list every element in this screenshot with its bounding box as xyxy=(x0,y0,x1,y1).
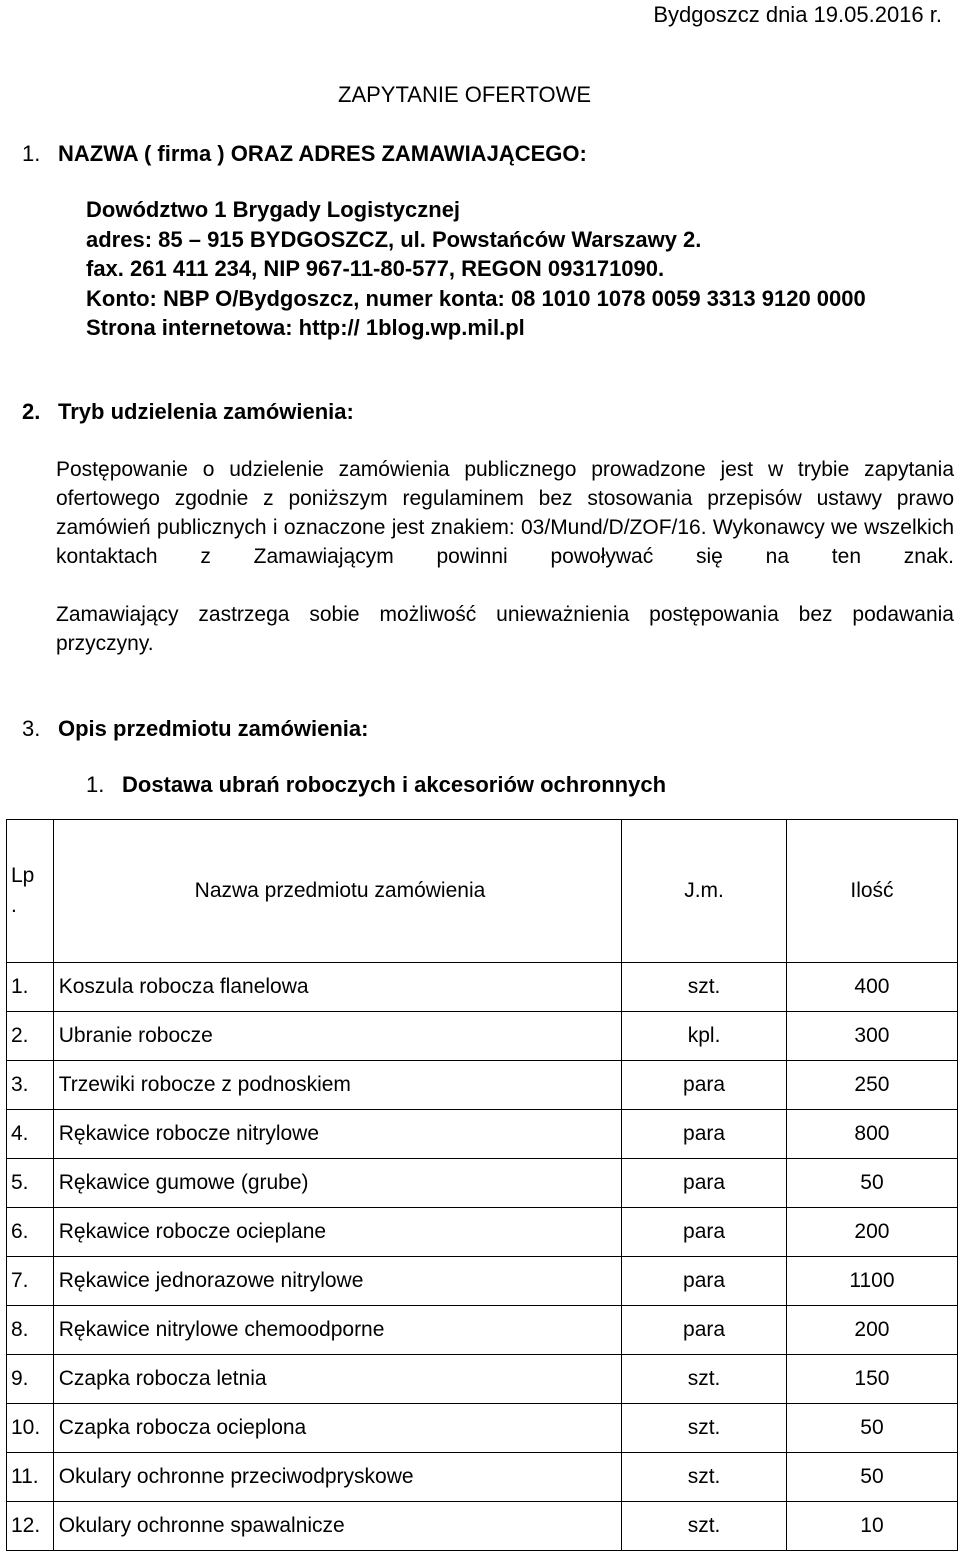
section-1-heading xyxy=(22,141,587,167)
section-2-heading xyxy=(22,399,354,425)
section-1-number: 1. xyxy=(22,141,41,166)
row-item-name: Okulary ochronne spawalnicze xyxy=(53,1502,621,1551)
table-row xyxy=(7,1257,958,1306)
row-quantity: 200 xyxy=(786,1208,957,1257)
table-row xyxy=(7,1159,958,1208)
row-quantity: 300 xyxy=(786,1012,957,1061)
table-row xyxy=(7,1355,958,1404)
table-row xyxy=(7,1061,958,1110)
row-quantity: 250 xyxy=(786,1061,957,1110)
orderer-bank-account: Konto: NBP O/Bydgoszcz, numer konta: 08 1010 1078 0059 3313 9120 0000 xyxy=(86,286,866,311)
header-unit: J.m. xyxy=(622,820,787,963)
items-table xyxy=(6,819,958,1551)
orderer-website: Strona internetowa: http:// 1blog.wp.mil.pl xyxy=(86,315,525,340)
table-row xyxy=(7,1110,958,1159)
row-lp: 9. xyxy=(7,1355,54,1404)
row-item-name: Czapka robocza letnia xyxy=(53,1355,621,1404)
row-lp: 8. xyxy=(7,1306,54,1355)
section-3-title: Opis przedmiotu zamówienia: xyxy=(58,716,369,741)
subsection-number: 1. xyxy=(86,772,105,797)
row-item-name: Rękawice nitrylowe chemoodporne xyxy=(53,1306,621,1355)
table-row xyxy=(7,1502,958,1551)
row-quantity: 50 xyxy=(786,1453,957,1502)
row-lp: 12. xyxy=(7,1502,54,1551)
procedure-paragraph: Postępowanie o udzielenie zamówienia publicznego prowadzone jest w trybie zapytania ofertowego zgodnie z poniższym regulaminem bez stosowania przepisów ustawy prawo zamówień publicznych i oznaczone jest znakiem: 03/Mund/D/ZOF/16. Wykonawcy we wszelkich kontaktach z Zamawiającym powinni powoływać się na ten znak. xyxy=(56,458,954,568)
row-item-name: Rękawice jednorazowe nitrylowe xyxy=(53,1257,621,1306)
row-item-name: Rękawice gumowe (grube) xyxy=(53,1159,621,1208)
orderer-name: Dowództwo 1 Brygady Logistycznej xyxy=(86,197,461,222)
document-date: Bydgoszcz dnia 19.05.2016 r. xyxy=(653,2,942,27)
header-lp-line1: Lp xyxy=(11,864,35,887)
cancellation-paragraph: Zamawiający zastrzega sobie możliwość unieważnienia postępowania bez podawania przyczyny. xyxy=(56,603,954,655)
row-unit: para xyxy=(622,1306,787,1355)
table-row xyxy=(7,1306,958,1355)
section-3-heading xyxy=(22,716,368,742)
row-item-name: Rękawice robocze ocieplane xyxy=(53,1208,621,1257)
section-2-number: 2. xyxy=(22,399,41,424)
header-lp xyxy=(7,820,54,963)
subsection-heading xyxy=(86,772,666,798)
header-item-name: Nazwa przedmiotu zamówienia xyxy=(53,820,621,963)
row-quantity: 50 xyxy=(786,1404,957,1453)
document-title: ZAPYTANIE OFERTOWE xyxy=(338,82,592,107)
orderer-address: adres: 85 – 915 BYDGOSZCZ, ul. Powstańców Warszawy 2. xyxy=(86,227,702,252)
row-unit: para xyxy=(622,1110,787,1159)
row-quantity: 800 xyxy=(786,1110,957,1159)
table-row xyxy=(7,1404,958,1453)
row-unit: kpl. xyxy=(622,1012,787,1061)
row-unit: szt. xyxy=(622,1355,787,1404)
subsection-title: Dostawa ubrań roboczych i akcesoriów ochronnych xyxy=(122,772,667,797)
table-row xyxy=(7,1208,958,1257)
row-lp: 2. xyxy=(7,1012,54,1061)
row-lp: 1. xyxy=(7,963,54,1012)
row-item-name: Ubranie robocze xyxy=(53,1012,621,1061)
row-quantity: 200 xyxy=(786,1306,957,1355)
row-lp: 3. xyxy=(7,1061,54,1110)
row-item-name: Rękawice robocze nitrylowe xyxy=(53,1110,621,1159)
row-item-name: Okulary ochronne przeciwodpryskowe xyxy=(53,1453,621,1502)
row-item-name: Koszula robocza flanelowa xyxy=(53,963,621,1012)
row-unit: szt. xyxy=(622,1502,787,1551)
row-lp: 5. xyxy=(7,1159,54,1208)
row-unit: szt. xyxy=(622,1404,787,1453)
row-unit: szt. xyxy=(622,1453,787,1502)
row-unit: para xyxy=(622,1208,787,1257)
row-unit: szt. xyxy=(622,963,787,1012)
row-unit: para xyxy=(622,1061,787,1110)
row-quantity: 10 xyxy=(786,1502,957,1551)
section-1-title: NAZWA ( firma ) ORAZ ADRES ZAMAWIAJĄCEGO: xyxy=(58,141,587,166)
row-unit: para xyxy=(622,1257,787,1306)
row-item-name: Czapka robocza ocieplona xyxy=(53,1404,621,1453)
row-lp: 11. xyxy=(7,1453,54,1502)
row-lp: 4. xyxy=(7,1110,54,1159)
orderer-fax-nip-regon: fax. 261 411 234, NIP 967-11-80-577, REGON 093171090. xyxy=(86,256,665,281)
row-lp: 7. xyxy=(7,1257,54,1306)
row-lp: 10. xyxy=(7,1404,54,1453)
row-unit: para xyxy=(622,1159,787,1208)
row-quantity: 150 xyxy=(786,1355,957,1404)
section-3-number: 3. xyxy=(22,716,41,741)
header-quantity: Ilość xyxy=(786,820,957,963)
row-quantity: 50 xyxy=(786,1159,957,1208)
table-header-row xyxy=(7,820,958,963)
row-quantity: 400 xyxy=(786,963,957,1012)
table-row xyxy=(7,1012,958,1061)
table-row xyxy=(7,963,958,1012)
row-item-name: Trzewiki robocze z podnoskiem xyxy=(53,1061,621,1110)
header-lp-line2: . xyxy=(11,894,17,917)
table-row xyxy=(7,1453,958,1502)
row-lp: 6. xyxy=(7,1208,54,1257)
section-2-title: Tryb udzielenia zamówienia: xyxy=(58,399,354,424)
row-quantity: 1100 xyxy=(786,1257,957,1306)
